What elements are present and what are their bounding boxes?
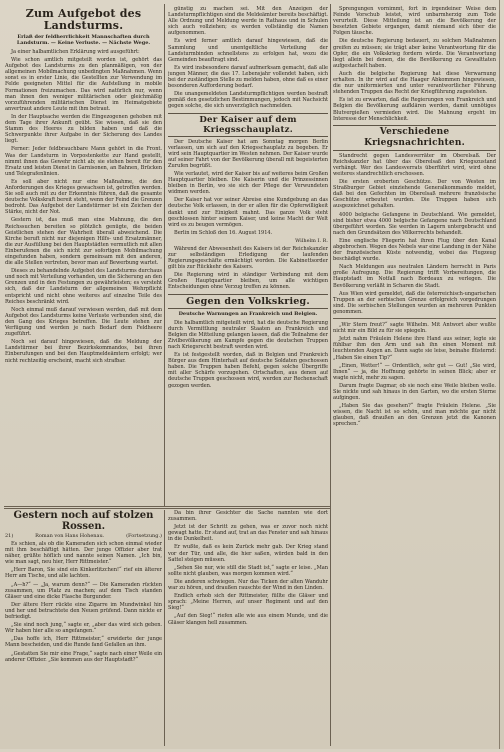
paragraph: Der Kaiser hat vor seiner Abreise eine Kundgebung an das deutsche Volk erlassen, in der er allen für die Opferwilligkeit dankt und zur Einigkeit mahnt. Das ganze Volk steht geschlossen hinter seinem Kaiser, und keine Macht der Welt wird es zu beugen vermögen. bbox=[168, 197, 328, 228]
serial-novel-right bbox=[168, 510, 328, 746]
paragraph: Es wird ferner amtlich darauf hingewiesen, daß die Sammlung und unentgeltliche Verteilung der Landsturmbinden schnellstens zu erfolgen hat, wozu die Gemeinden beauftragt sind. bbox=[168, 38, 328, 63]
paragraph: Aus Wien wird gemeldet, daß die österreichisch-ungarischen Truppen an der serbischen Grenze erfolgreich vorgedrungen sind. Die serbischen Stellungen wurden an mehreren Punkten genommen. bbox=[333, 290, 496, 315]
paragraph: 4000 belgische Gefangene in Deutschland. Wie gemeldet, sind bisher etwa 4000 belgische Gefangene nach Deutschland übergeführt worden. Sie werden in Lagern untergebracht und nach den Grundsätzen des Völkerrechts behandelt. bbox=[333, 211, 496, 236]
page-edge bbox=[499, 0, 500, 749]
paragraph: Auch die belgische Regierung hat diese Verwarnung erhalten. In ihr wird auf die Haager Abkommen hingewiesen, die nur uniformierten und unter verantwortlicher Führung stehenden Truppen das Recht der Kriegführung zugestehen. bbox=[333, 70, 496, 96]
paragraph: Während der Abwesenheit des Kaisers ist der Reichskanzler zur selbständigen Erledigung der laufenden Regierungsgeschäfte ermächtigt worden. Die Kabinettsorder gilt bis zur Rückkehr des Kaisers. bbox=[168, 245, 328, 271]
serial-byline: Roman von Hans Hohenau. bbox=[35, 533, 105, 539]
paragraph: Die deutsche Regierung bedauert, zu solchen Maßnahmen greifen zu müssen; sie trägt aber keine Verantwortung für die Opfer, die ein Volkskrieg fordern würde. Die Verantwortung liegt allein bei denen, die die Bevölkerung zu Gewalttaten aufgestachelt haben. bbox=[333, 38, 496, 69]
column-divider bbox=[164, 510, 165, 746]
paragraph: Standrecht gegen Landesverräter im Oberelsaß. Der Reichskanzler hat über das Oberelsaß den Kriegszustand verhängt. Wer des Landesverrats überführt wird, wird ohne weiteres standrechtlich erschossen. bbox=[333, 152, 496, 177]
paragraph: günstig zu machen sei. Mit den Anzeigen der Landsturmpflichtigen sind die Meldeämter bereits beschäftigt. Alle Ordnung und Meldung werde in Rathaus und in Schulen sich auch vollziehen; es werden vollständig die Namen aufgenommen. bbox=[168, 6, 328, 37]
paragraph: Nach Meldungen aus neutralen Ländern herrscht in Paris große Aufregung. Die Regierung trifft Vorbereitungen, die Hauptstadt im Notfall nach Bordeaux zu verlegen. Die Bevölkerung verläßt in Scharen die Stadt. bbox=[333, 264, 496, 289]
paragraph: Die ersten eroberten Geschütze. Der von Westen im Straßburger Gebiet einziehende Generalkommando meldet, daß bei den Gefechten im Oberelsaß mehrere französische Geschütze erbeutet wurden. Die Truppen haben sich ausgezeichnet gehalten. bbox=[333, 179, 496, 210]
paragraph: „Einen, Wetter!“ — Ordentlich, sehr gut — Gut! „Sie wird, Ihnen“ — ja, die Hoffnung gehörte in seinen Blick; aber er wagte nicht, mehr zu sagen. bbox=[333, 362, 496, 381]
headline-volkskrieg: Gegen den Volkskrieg. bbox=[186, 295, 310, 307]
feuilleton-rule bbox=[4, 508, 330, 509]
subheadline-landsturm: Erlaß der feldherrlichkeit Mannschaften durch Landsturm. — Keine Verluste. — Nächste Wege. bbox=[16, 34, 151, 46]
paragraph: Es ist zu erwarten, daß die Regierungen von Frankreich und Belgien die Bevölkerung aufklären werden, damit unnötiges Blutvergießen vermieden wird. Die Mahnung ergeht im Interesse der Menschlichkeit. bbox=[333, 97, 496, 122]
paragraph: Die anderen schwiegen. Nur das Ticken der alten Wanduhr war zu hören, und draußen rauschte der Wind in den Linden. bbox=[168, 578, 328, 592]
headline-landsturm: Zum Aufgebot des Landsturms. bbox=[25, 7, 142, 32]
paragraph: „Das hoffe ich, Herr Rittmeister,“ erwiderte der junge Mann bescheiden, und die Runde fand Gefallen an ihm. bbox=[5, 636, 162, 649]
serial-byline-row bbox=[5, 533, 162, 539]
section-divider bbox=[168, 294, 328, 309]
paragraph: Sprengungen vornimmt, fort in irgendeiner Weise dem Feinde Vorschub leistet, wird unbarmherzig zum Tode verurteilt. Diese Mitteilung ist an die Bevölkerung der besetzten Gebiete ergangen, damit niemand sich über die Folgen täusche. bbox=[333, 6, 496, 37]
column-right bbox=[333, 6, 496, 752]
paragraph: „Wir Stern freut?“ sagte Wilhelm. Mit Antwort aber wußte nicht mir ein Bild zu für sie spiegeln. bbox=[333, 322, 496, 335]
paragraph: „Gestatten Sie mir eine Frage,“ sagte nach einer Weile ein anderer Offizier. „Sie kommen aus der Hauptstadt?“ bbox=[5, 650, 162, 663]
headline-kriegsnachrichten: Verschiedene Kriegsnachrichten. bbox=[364, 126, 465, 148]
paragraph: „Haben Sie das gesehen?“ fragte Fräulein Helene. „Sie wissen, die Nacht ist so schön, und man möchte gar nicht glauben, daß draußen an den Grenzen jetzt die Kanonen sprechen.“ bbox=[333, 403, 496, 428]
paragraph: Darum fragte Dagmar, ob sie noch eine Weile bleiben wolle. Sie nickte und sah hinaus in den Garten, wo die ersten Sterne aufgingen. bbox=[333, 382, 496, 402]
column-divider bbox=[164, 4, 165, 506]
paragraph: Er wußte, daß es kein Zurück mehr gab. Der Krieg stand vor der Tür, und alle, die hier saßen, würden bald in den Sattel steigen müssen. bbox=[168, 544, 328, 563]
paragraph: „Auf den Sieg!“ riefen alle wie aus einem Munde, und die Gläser klangen hell zusammen. bbox=[168, 613, 328, 626]
paragraph: Endlich erhob sich der Rittmeister, füllte die Gläser und sprach: „Meine Herren, auf unser Regiment und auf den Sieg!“ bbox=[168, 593, 328, 612]
serial-number: 21) bbox=[5, 533, 14, 539]
subheadline-volkskrieg: Deutsche Warnungen an Frankreich und Belgien. bbox=[178, 310, 318, 317]
column-left bbox=[5, 6, 162, 506]
paragraph: Eine englische Fliegerin hat ihren Flug über den Kanal abgebrochen. Wegen des Nebels war eine Landung in der Nähe der französischen Küste notwendig, wobei das Flugzeug beschädigt wurde. bbox=[333, 237, 496, 263]
paragraph: Ja einer halbamtlichen Erklärung wird ausgeführt: bbox=[11, 49, 140, 55]
paragraph: „Sehen Sie nur, wie still die Stadt ist,“ sagte er leise. „Man sollte nicht glauben, was morgen kommen wird.“ bbox=[168, 564, 328, 577]
paragraph: Noch sei darauf hingewiesen, daß die Meldung der Landstürmer bei ihrer Bezirkskommandos, bei ihren Einberufungen und bei den Hauptmeldeämtern erfolgt; wer nicht rechtzeitig erscheint, macht sich strafbar. bbox=[5, 339, 162, 364]
paragraph: Dieses zu behandelnde Aufgebot des Landsturms durchaus und noch mit Verteilung vorhanden, um die Sicherung an den Grenzen und in den Festungen zu gewährleisten; es versteht sich, daß der Landsturm der allgemeinen Wehrpflicht entspricht und nicht ohne weiteres auf einzelne Teile des Reiches beschränkt wird. bbox=[5, 268, 162, 305]
serial-note: (Fortsetzung.) bbox=[126, 533, 162, 539]
serial-novel-left bbox=[5, 510, 162, 746]
paragraph: Es soll aber nicht nur eine Maßnahme, die den Anforderungen des Krieges gewachsen ist, getroffen werden. Sie soll auch mit zu der Erkenntnis führen, daß die gesamte deutsche Volkskraft bereit steht, wenn der Feind die Grenzen bedroht. Das Aufgebot der Landstürmer ist ein Zeichen der Stärke, nicht der Not. bbox=[5, 178, 162, 216]
paragraph: In der Hauptsache werden die Eingezogenen gehoben mit dem Tage ihrer Ankunft geübt. Sie wissen, daß sie den Stamm des Heeres zu bilden haben und daß die Schwerpunkte ihrer Aufgabe in der Sicherung des Landes liegt. bbox=[5, 113, 162, 145]
feuilleton-rule bbox=[4, 506, 330, 507]
paragraph: Gestern ist, das muß man eine Mahnung, die den Reichssuchen bereiten so plötzlich genügte, die beiden Geistlichen stehen der Wahrheit überall abweichend. Die Kirche beruft nicht nur diejenigen Hilfs- und Ersatzmänner, die zur Ausfüllung bei den Hauptstädten vermutlich mit allen Einberufenen die sich nicht zur sofortigen Mobilmachung eingefunden haben, sondern gemeinsam mit den anderen, die alle Stellen vertreten, bevor man auf Bewerbung wartet. bbox=[5, 217, 162, 267]
headline-kaiser: Der Kaiser auf dem Kriegsschauplatz. bbox=[199, 114, 297, 135]
serial-title: Gestern noch auf stolzen Rossen. bbox=[13, 510, 154, 532]
paragraph: Der Deutsche Kaiser hat am Sonntag morgen Berlin verlassen, um sich auf den Kriegsschauplatz zu begeben. Er wird sein Hauptquartier im Westen nehmen. Der Kaiser wurde auf seiner Fahrt von der Bevölkerung überall mit begeisterten Zurufen begrüßt. bbox=[168, 138, 328, 169]
paragraph: Wie schon amtlich mitgeteilt worden ist, gehört das Aufgebot des Landsturms zu den planmäßigen, von der allgemeinen Mobilmachung unbedingten Maßnahmen. Wenn sonst es in erster Linie, die Gestellten zur Verwendung im Felde geeigneten Mittel für die Aufstellung in mobile Formationen freizumachen. Das wird natürlich nur, wenn man ihnen den weniger militärischen oder gleichmäßig vorzuführenden militärischen Dienst im Heimatgebiete anvertraut andere Leute mit ihm betraut. bbox=[5, 57, 162, 112]
dateline: Berlin im Schloß den 16. August 1914. bbox=[174, 229, 273, 236]
paragraph: Der ältere Herr rückte eine Zigarre im Mundwinkel hin und her und betrachtete den Neuen prüfend. Dann nickte er befriedigt. bbox=[5, 601, 162, 621]
paragraph: Da bin ihrer Gesichter die Sache nannten wie dort zusammen. bbox=[168, 510, 328, 523]
section-divider bbox=[168, 113, 328, 137]
paragraph: „Sie sind noch jung,“ sagte er, „aber das wird sich geben. Wir haben hier alle so angefangen.“ bbox=[5, 622, 162, 635]
paragraph: Es ist festgestellt worden, daß in Belgien und Frankreich Bürger aus dem Hinterhalt auf deutsche Soldaten geschossen haben. Die Truppen haben Befehl, gegen solche Übergriffe mit aller Schärfe vorzugehen. Ortschaften, aus denen auf deutsche Truppen geschossen wird, werden zur Rechenschaft gezogen werden. bbox=[168, 352, 328, 389]
paragraph: „Herr Baron, Sie sind ein Kinkerlitzchen!“ rief ein älterer Herr am Tische, und alle lachten. bbox=[5, 567, 162, 580]
column-divider bbox=[330, 4, 331, 746]
paragraph: Die halbamtlich mitgeteilt wird, hat die deutsche Regierung durch Vermittlung neutraler Staaten an Frankreich und Belgien die Mitteilung gelangen lassen, daß die Teilnahme der Zivilbevölkerung am Kampfe gegen die deutschen Truppen nach Kriegsrecht bestraft werden wird. bbox=[168, 319, 328, 350]
paragraph: Jetzt ist der Schritt zu gehen, was er zuvor noch nicht gewagt hatte. Er stand auf, trat an das Fenster und sah hinaus in die Dunkelheit. bbox=[168, 524, 328, 543]
paragraph: Die unangemeldeten Landsturmpflichtigen werden bestraft gemäß den gesetzlichen Bestimmungen, jedoch mit Nachsicht gegen solche, die sich unverzüglich nachmelden. bbox=[168, 91, 328, 110]
paragraph: Die Regierung wird in ständiger Verbindung mit dem Großen Hauptquartier bleiben, um alle wichtigen Entscheidungen ohne Verzug treffen zu können. bbox=[168, 272, 328, 291]
paragraph: Es wird insbesondere darauf aufmerksam gemacht, daß alle jungen Männer, die das 17. Lebensjahr vollendet haben, sich bei der zuständigen Stelle zu melden haben, ohne daß es einer besonderen Aufforderung bedarf. bbox=[168, 64, 328, 90]
section-rule bbox=[333, 318, 496, 319]
paragraph: Es schien, als ob die Kameraden sich schon einmal wieder mit ihm beschäftigt hätten. Der junge Offizier aber trat näher, grüßte höflich und nannte seinen Namen. „Ich bin, wie man sagt, neu hier, Herr Rittmeister.“ bbox=[5, 541, 162, 566]
column-middle bbox=[168, 6, 328, 506]
section-divider bbox=[333, 125, 496, 151]
signature: Wilhelm I. R. bbox=[295, 237, 328, 244]
paragraph: Ferner: Jeder feldbrauchbare Mann gehört in die Front. Was der Landsturm in Vorpostenkette zur Hand gestellt, nimmt ihnen das Gewehr nicht ab; sie stehen bereit für den Ersatz und leisten Dienst in Garnisonen, an Bahnen, Brücken und Telegrafenlinien. bbox=[5, 146, 162, 177]
paragraph: „A—h?“ — „Ja, warum denn?“ — Die Kameraden rückten zusammen, um Platz zu machen; auf dem Tisch standen Gläser und eine dicke Flasche Burgunder. bbox=[5, 581, 162, 600]
paragraph: Jetzt nahm Fräulein Helene ihre Hand aus seiner, legte sie fühlbar ihm den Arm und sah ihn einen Moment mit leuchtenden Augen an. Dann sagte sie leise, beinahe flüsternd: „Haben Sie einen Tip?“ bbox=[333, 336, 496, 361]
paragraph: Noch einmal muß darauf verwiesen werden, daß mit dem Aufgebot des Landsturms keine Verluste verbunden sind, die den Gang des Krieges betreffen. Die Leute stehen zur Verfügung und werden je nach Bedarf dem Feldheere zugeführt. bbox=[5, 306, 162, 338]
paragraph: Wie verlautet, wird der Kaiser bis auf weiteres beim Großen Hauptquartier bleiben. Die Kaiserin und die Prinzessinnen bleiben in Berlin, wo sie sich der Pflege der Verwundeten widmen werden. bbox=[168, 170, 328, 196]
